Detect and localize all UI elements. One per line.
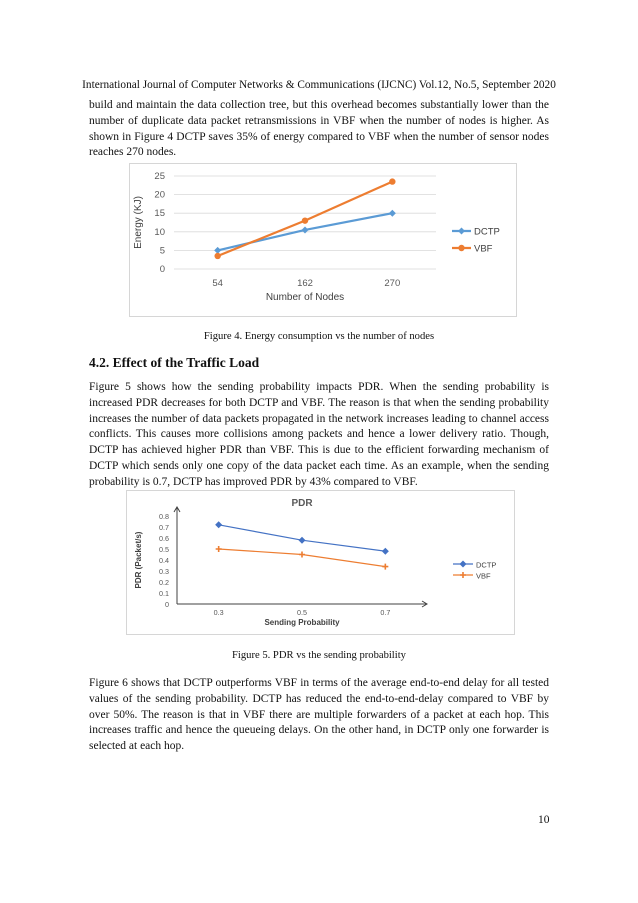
y-tick-label: 0 (159, 264, 165, 275)
data-point-dctp (299, 537, 306, 544)
data-point-vbf (389, 178, 395, 184)
data-point-dctp (382, 548, 389, 555)
x-tick-label: 0.5 (297, 608, 307, 617)
legend-label: VBF (476, 571, 491, 581)
x-tick-label: 162 (297, 278, 313, 289)
section-heading: 4.2. Effect of the Traffic Load (89, 355, 260, 370)
y-tick-label: 0.6 (159, 534, 169, 543)
y-tick-label: 0 (165, 600, 169, 609)
page-number: 10 (538, 814, 550, 826)
legend-label: DCTP (474, 226, 500, 238)
figure-4-chart (130, 164, 516, 316)
paragraph-3: Figure 6 shows that DCTP outperforms VBF in terms of the average end-to-end delay for all tested values of the sending probability. DCTP has reduced the end-to-end-delay compared to VBF by over 50%. The reason is that in VBF there are multiple forwarders of a packet at each hop. This increases traffic and hence the queueing delays. On the other hand, in DCTP only one forwarder is selected at each hop. (89, 677, 549, 753)
data-point-vbf (214, 253, 220, 259)
journal-header: International Journal of Computer Networks & Communications (IJCNC) Vol.12, No.5, September 2020 (82, 79, 556, 91)
y-tick-label: 0.1 (159, 589, 169, 598)
chart-title: PDR (291, 498, 313, 509)
figure-4-caption: Figure 4. Energy consumption vs the number of nodes (203, 331, 435, 342)
y-axis-label: Energy (KJ) (133, 196, 144, 249)
data-point-dctp (389, 210, 396, 217)
y-tick-label: 0.4 (159, 556, 169, 565)
x-tick-label: 54 (212, 278, 223, 289)
y-tick-label: 0.3 (159, 567, 169, 576)
paragraph-2: Figure 5 shows how the sending probability impacts PDR. When the sending probability is increased PDR decreases for both DCTP and VBF. The reason is that when the sending probability increases the number of data packets propagated in the network increases leading to channel access conflicts. This causes more collisions among packets and hence a lower delivery ratio. Though, DCTP has achieved higher PDR than VBF. This is due to the efficient forwarding mechanism of DCTP which sends only one copy of the data packet each time. As an example, when the sending probability is 0.7, DCTP has improved PDR by 43% compared to VBF. (89, 381, 549, 488)
y-tick-label: 20 (154, 189, 165, 201)
y-tick-label: 15 (154, 208, 165, 220)
legend-marker (458, 245, 464, 251)
legend-marker (460, 561, 467, 568)
data-point-dctp (302, 226, 309, 233)
y-tick-label: 10 (154, 226, 165, 238)
x-tick-label: 270 (384, 278, 401, 289)
data-point-vbf (299, 552, 305, 558)
legend-label: VBF (474, 243, 493, 255)
figure-4-frame (129, 163, 517, 317)
legend-marker (458, 228, 465, 235)
y-tick-label: 0.5 (159, 545, 169, 554)
data-point-vbf (382, 564, 388, 570)
legend-label: DCTP (476, 560, 497, 570)
x-tick-label: 0.3 (213, 608, 224, 617)
figure-5-chart (127, 491, 514, 634)
paragraph-1: build and maintain the data collection tree, but this overhead becomes substantially lower than the number of duplicate data packet retransmissions in VBF when the number of nodes is higher. As shown in Figure 4 DCTP saves 35% of energy compared to VBF when the number of sensor nodes reaches 270 nodes. (89, 99, 549, 159)
figure-5-frame (126, 490, 515, 635)
data-point-dctp (215, 521, 222, 528)
data-point-vbf (216, 546, 222, 552)
y-tick-label: 0.2 (159, 578, 169, 587)
y-tick-label: 25 (154, 171, 165, 182)
y-axis-label: PDR (Packet/s) (134, 531, 143, 589)
y-tick-label: 0.7 (159, 523, 169, 532)
x-axis-label: Number of Nodes (265, 292, 345, 303)
legend-marker (460, 572, 466, 578)
x-axis-label: Sending Probability (264, 618, 340, 627)
x-tick-label: 0.7 (380, 608, 391, 617)
data-point-vbf (302, 217, 308, 223)
y-tick-label: 5 (159, 245, 165, 257)
y-tick-label: 0.8 (159, 512, 169, 521)
figure-5-caption: Figure 5. PDR vs the sending probability (232, 650, 406, 661)
